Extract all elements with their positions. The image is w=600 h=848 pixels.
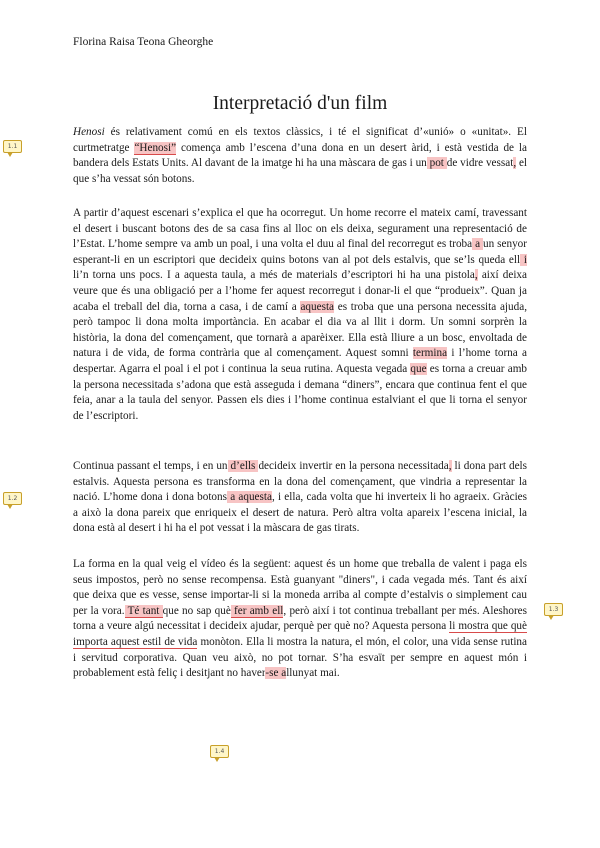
text-run: és relativament comú en els textos clàssics, i té el significat d’«unió» o «unitat». El curtmetratge	[73, 126, 527, 154]
text-run: que no sap què	[162, 604, 231, 617]
highlighted-text: termina	[412, 347, 448, 360]
paragraph	[73, 557, 527, 682]
highlighted-text: ,	[474, 269, 478, 282]
highlighted-text: a	[472, 238, 484, 251]
text-run: , i ella, cada volta que hi inverteix li ho agraeix. Gràcies a això la dona pareix que enriqueix el desert de natura. Però altra volta apareix l’escena inicial, la dona està al desert i hi ha el pot vessat i la màscara de gas tirats.	[73, 491, 528, 535]
highlighted-text: ,	[448, 460, 452, 472]
highlighted-text: aquesta	[300, 300, 335, 313]
text-run: decideix invertir en la persona necessitada	[258, 460, 449, 472]
highlighted-underlined-text: fer amb ell	[230, 604, 284, 617]
text-run: es torna a creuar amb la persona necessitada s’adona que està asseguda i demana “diners”, encara que continua fent el que feia, anar a la taula del senyor. Passen els dies i l’home continua estalviant el que li torna el senyor de l’escriptori.	[73, 362, 527, 422]
text-run: el que s’ha vessat són botons.	[73, 157, 528, 185]
paragraph	[73, 206, 527, 424]
comment-note-icon[interactable]	[3, 492, 21, 510]
document-title: Interpretació d'un film	[212, 93, 388, 114]
text-run: així deixa veure que és una obligació per a l’home fer aquest recorregut i donar-li el que “produeix”. Quan ja acaba el treball del dia, torna a casa, i de camí a	[73, 269, 527, 313]
text-run: La forma en la qual veig el vídeo és la següent: aquest és un home que treballa de valent i paga els seus impostos, però no sense recompensa. Està guanyant "diners", i cada vegada més. Tant és així que deixa que es vesse, sense importar-li si la moneda arriba al compte d’estalvis o simplement cau per la vora.	[73, 558, 527, 617]
text-run: A partir d’aquest escenari s’explica el que ha ocorregut. Un home recorre el mateix camí, travessant el desert i buscant botons des de sa casa fins al lloc on els deixa, segurament una representació de l’Estat. L’home sempre va amb un poal, i una volta el duu al final del recorregut es troba	[73, 207, 527, 251]
text-run: llunyat mai.	[286, 667, 340, 680]
text-run: un senyor esperant-li en un escriptori que decideix quins botons van al pot dels estalvis, que se’ls queda ell	[73, 238, 527, 266]
italic-text: Henosi	[73, 126, 105, 138]
highlighted-text: -se a	[265, 667, 287, 680]
highlighted-text: pot	[426, 157, 447, 170]
comment-note-label: 1.4	[210, 745, 229, 758]
author-name: Florina Raisa Teona Gheorghe	[73, 36, 214, 48]
paragraph	[73, 125, 527, 187]
highlighted-text: ,	[513, 157, 517, 170]
highlighted-text: que	[410, 362, 427, 375]
text-run: comença amb l’escena d’una dona en un desert àrid, i està vestida de la bandera dels Estats Units. Al davant de la imatge hi ha una màscara de gas i un	[73, 141, 527, 170]
text-run: monòton. Ella li mostra la natura, el món, el color, una vida sense rutina i servitud corporativa. Quan veu això, no pot tornar. S’ha esvaït per sempre en aquest món i probablement està feliç i desitjant no haver	[73, 635, 527, 680]
text-run: es troba que una persona necessita ajuda, però tampoc li dona molta importància. En acabar el dia va al llit i dorm. Un somni sorprèn la història, la dona del començament, que tornarà a aparèixer. Ella està lliure a un bosc, envoltada de natura i de vida, de forma contrària que al començament. Aquest somni	[73, 300, 527, 360]
comment-note-icon[interactable]	[544, 603, 562, 621]
text-run: Continua passant el temps, i en un	[73, 460, 228, 472]
text-run: li’n torna uns pocs. I a aquesta taula, a més de materials d’escriptori hi ha una pistola	[73, 269, 475, 282]
comment-note-label: 1.2	[3, 492, 22, 505]
highlighted-underlined-text: “Henosi”	[134, 141, 177, 154]
text-run: de vidre vessat	[446, 157, 514, 170]
comment-note-label: 1.1	[3, 140, 22, 153]
paragraph	[73, 459, 527, 537]
underlined-text: li mostra que què importa aquest estil de vida	[73, 620, 527, 648]
text-run: li dona part dels estalvis. Aquesta persona es transforma en la dona del començament, que vindria a representar la nació. L’home dona i dona botons	[73, 460, 527, 504]
highlighted-text: a aquesta	[226, 491, 272, 504]
comment-note-icon[interactable]	[3, 140, 21, 158]
comment-note-icon[interactable]	[210, 745, 228, 763]
highlighted-text: d’ells	[227, 460, 259, 472]
text-run: , però així i tot continua treballant per més. Aleshores torna a veure algú necessitat i decideix ajudar, perquè per què no? Aquesta persona	[73, 604, 527, 633]
text-run: i l’home torna a despertar. Agarra el poal i el pot i continua la seua rutina. Aquesta vegada	[73, 347, 527, 375]
highlighted-underlined-text: Té tant	[124, 604, 163, 617]
comment-note-label: 1.3	[544, 603, 563, 616]
highlighted-text: i	[520, 253, 528, 266]
